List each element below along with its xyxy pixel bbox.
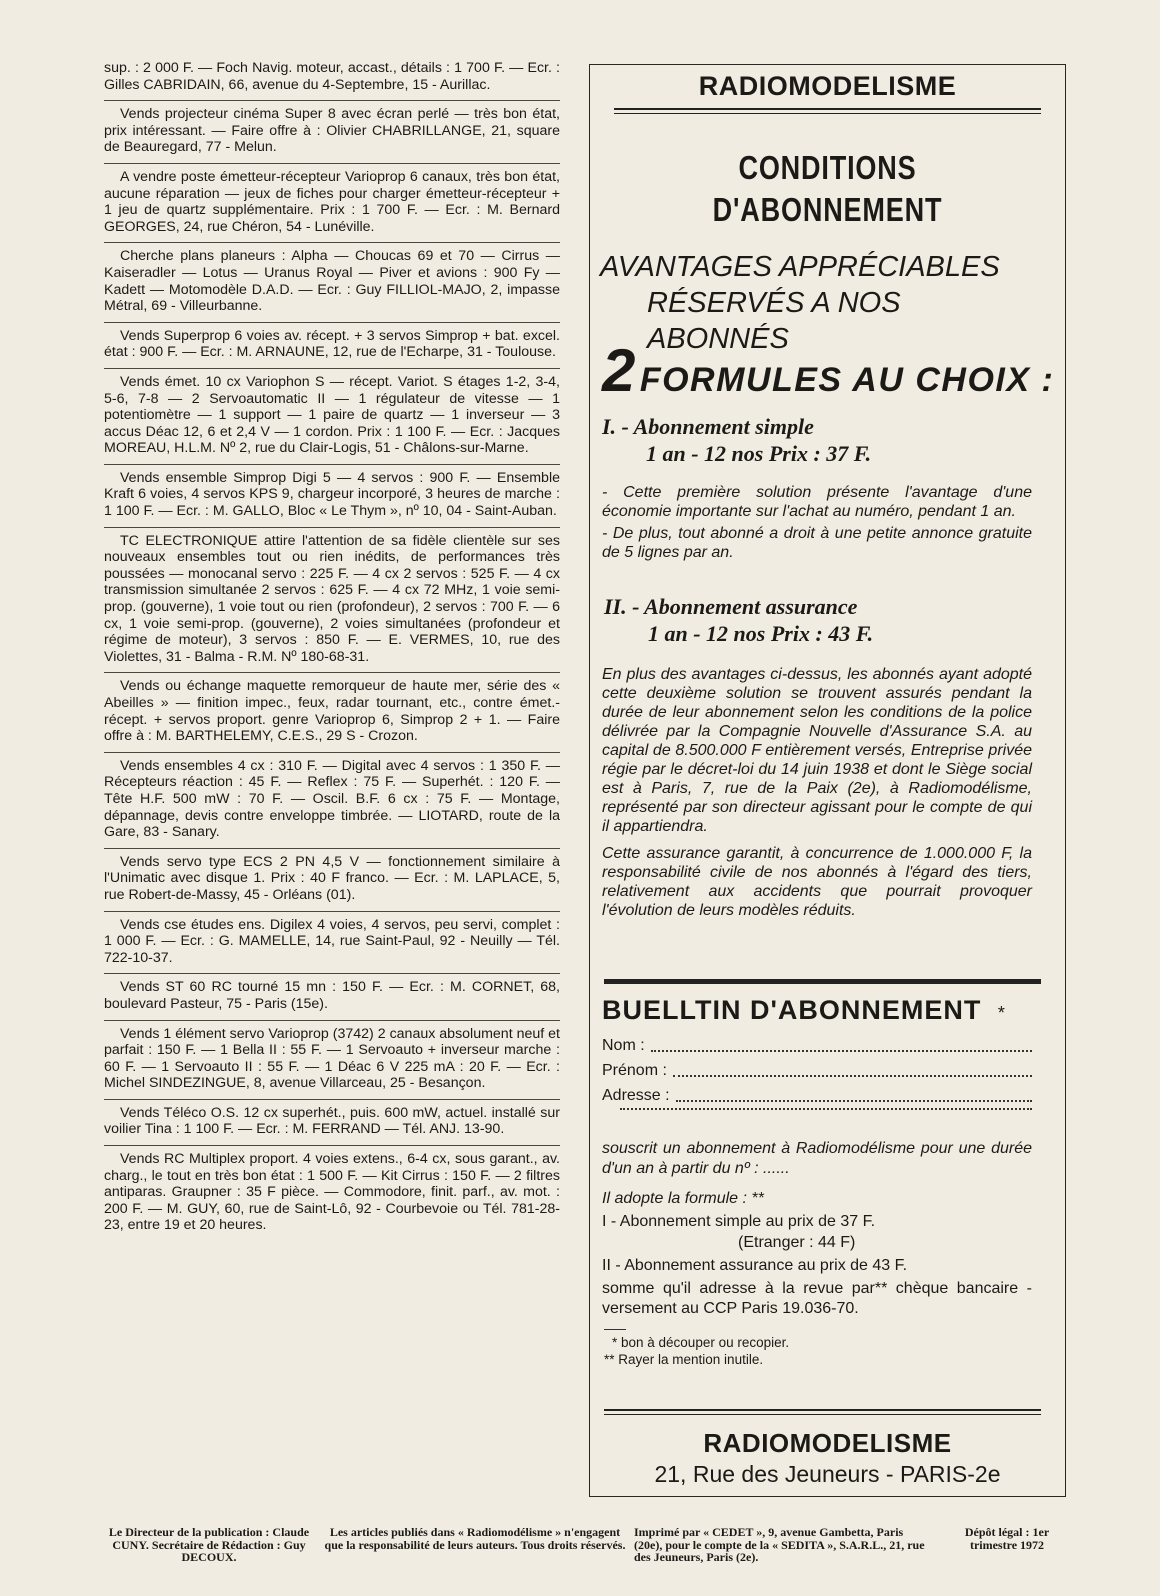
classified-ad: Vends cse études ens. Digilex 4 voies, 4 servos, peu servi, complet : 1 000 F. — Ecr. : G. MAMELLE, 14, rue Saint-Paul, 92 - Neuilly — Tél. 722-10-37. <box>104 912 560 975</box>
classified-ad: Vends 1 élément servo Varioprop (3742) 2 canaux absolument neuf et parfait : 150 F. — 1 Bella II : 55 F. — 1 Servoauto + inverseur marche : 60 F. — 1 Servoauto II : 55 F. — 1 Déac 6 V 225 mA : 20 F. — Ecr. : Michel SINDEZINGUE, 8, avenue Villarceau, 25 - Besançon. <box>104 1021 560 1100</box>
bulletin-rule <box>604 979 1041 984</box>
subtitle-line-2: RÉSERVÉS A NOS ABONNÉS <box>647 287 901 355</box>
option-2-text-2: Cette assurance garantit, à concurrence de 1.000.000 F, la responsabilité civile de nos abonnés à l'égard des tiers, relativement aux accidents que pourrait provoquer l'évolution de leurs modèles réduits. <box>602 845 1032 919</box>
abonnement-title: D'ABONNEMENT <box>712 191 943 228</box>
classified-ad: Vends Téléco O.S. 12 cx superhét., puis. 600 mW, actuel. installé sur voilier Tina : 1 100 F. — Ecr. : M. FERRAND — Tél. ANJ. 13-90. <box>104 1100 560 1146</box>
formula-choice: Il adopte la formule : ** <box>602 1190 764 1207</box>
option-1-title: I. - Abonnement simple <box>602 414 814 439</box>
footer-legal: Dépôt légal : 1er trimestre 1972 <box>964 1525 1050 1552</box>
option-2-title: II. - Abonnement assurance <box>604 594 858 619</box>
footer-articles: Les articles publiés dans « Radiomodélisme » n'engagent que la responsabilité de leurs auteurs. Tous droits réservés. <box>324 1525 626 1552</box>
footer-printer: Imprimé par « CEDET », 9, avenue Gambetta, Paris (20e), pour le compte de la « SEDITA », S.A.R.L., 21, rue des Jeuneurs, Paris (2e). <box>634 1525 925 1564</box>
formula-1: I - Abonnement simple au prix de 37 F. <box>602 1213 876 1230</box>
option-1-text-1: - Cette première solution présente l'avantage d'une économie importante sur l'achat au numéro, pendant 1 an. <box>602 484 1032 520</box>
classified-ads-column <box>104 58 560 1241</box>
footnote-2: ** Rayer la mention inutile. <box>604 1352 764 1367</box>
bulletin-title: BUELLTIN D'ABONNEMENT <box>602 995 982 1025</box>
classified-ad: Vends ou échange maquette remorqueur de haute mer, série des « Abeilles » — finition impec., feux, radar tournant, etc., contre émet.-récept. + servos proport. genre Varioprop 6, Simprop 2 + 1. — Faire offre à : M. BARTHELEMY, C.E.S., 29 S - Crozon. <box>104 673 560 752</box>
bulletin-star: * <box>997 1003 1005 1023</box>
classified-ad: Vends ensemble Simprop Digi 5 — 4 servos : 900 F. — Ensemble Kraft 6 voies, 4 servos KPS 9, chargeur incorporé, 3 heures de marche : 1 100 F. — Ecr. : M. GALLO, Bloc « Le Thym », nº 10, 04 - Saint-Auban. <box>104 465 560 528</box>
classified-ad: Vends RC Multiplex proport. 4 voies extens., 6-4 cx, sous garant., av. charg., le tout en très bon état : 1 500 F. — Kit Cirrus : 150 F. — 2 filtres antiparas. Graupner : 35 F pièce. — Commodore, finit. parf., av. mot. : 200 F. — M. GUY, 60, rue de Saint-Lô, 92 - Courbevoie ou Tél. 781-28-23, entre 19 et 20 heures. <box>104 1151 560 1234</box>
footnote-1: * bon à découper ou recopier. <box>612 1335 790 1350</box>
classified-ad: Vends servo type ECS 2 PN 4,5 V — fonctionnement similaire à l'Unimatic avec disque 1. Prix : 40 F franco. — Ecr. : M. LAPLACE, 5, rue Robert-de-Massy, 45 - Orléans (01). <box>104 849 560 912</box>
classified-ad: Vends projecteur cinéma Super 8 avec écran perlé — très bon état, prix intéressant. — Faire offre à : Olivier CHABRILLANGE, 21, square de Beauregard, 77 - Melun. <box>104 101 560 164</box>
option-2-price: 1 an - 12 nos Prix : 43 F. <box>648 621 874 646</box>
formules-heading: 2 FORMULES AU CHOIX : <box>602 337 1055 404</box>
subscription-statement: souscrit un abonnement à Radiomodélisme pour une durée d'un an à partir du nº : ...... <box>602 1140 1032 1177</box>
classified-ad: Vends Superprop 6 voies av. récept. + 3 servos Simprop + bat. excel. état : 900 F. — Ecr. : M. ARNAUNE, 12, rue de l'Echarpe, 31 - Toulouse. <box>104 323 560 369</box>
classified-ad: Vends ensembles 4 cx : 310 F. — Digital avec 4 servos : 1 350 F. — Récepteurs réaction : 45 F. — Reflex : 75 F. — Superhét. : 120 F. — Tête H.F. 500 mW : 70 F. — Oscil. B.F. 6 cx : 75 F. — Montage, dépannage, devis contre enveloppe timbrée. — LIOTARD, route de la Gare, 83 - Sanary. <box>104 753 560 849</box>
payment-text: somme qu'il adresse à la revue par** chèque bancaire - versement au CCP Paris 19.036-70. <box>602 1280 1032 1317</box>
address-field-2[interactable] <box>602 1108 1032 1116</box>
classified-ad: Cherche plans planeurs : Alpha — Choucas 69 et 70 — Cirrus — Kaiseradler — Lotus — Uranus Royal — Piver et avions : 900 Fy — Kadett — Motomodèle D.A.D. — Ecr. : Guy FILLIOL-MAJO, 2, impasse Métral, 69 - Villeurbanne. <box>104 243 560 322</box>
option-1-price: 1 an - 12 nos Prix : 37 F. <box>646 441 872 466</box>
classified-ad: Vends émet. 10 cx Variophon S — récept. Variot. S étages 1-2, 3-4, 5-6, 7-8 — 2 Servoautomatic II — 1 régulateur de vitesse — 1 potentiomètre — 1 support — 1 paire de quartz — 1 inverseur — 3 accus Déac 12, 6 et 2,4 V — 1 cordon. Prix : 1 100 F. — Ecr. : Jacques MOREAU, H.L.M. Nº 2, rue du Clair-Logis, 51 - Châlons-sur-Marne. <box>104 369 560 465</box>
box-header: RADIOMODELISME <box>698 71 957 101</box>
header-rule <box>614 108 1041 114</box>
formula-1-foreign: (Etranger : 44 F) <box>738 1234 856 1251</box>
footer-director: Le Directeur de la publication : Claude CUNY. Secrétaire de Rédaction : Guy DECOUX. <box>108 1525 310 1564</box>
publisher-address: 21, Rue des Jeuneurs - PARIS-2e <box>654 1461 1001 1487</box>
classified-ad: sup. : 2 000 F. — Foch Navig. moteur, accast., détails : 1 700 F. — Ecr. : Gilles CABRIDAIN, 66, avenue du 4-Septembre, 15 - Aurillac. <box>104 58 560 101</box>
subscription-box <box>589 64 1066 1497</box>
option-2-text-1: En plus des avantages ci-dessus, les abonnés ayant adopté cette deuxième solution se trouvent assurés pendant la durée de leur abonnement selon les conditions de la police délivrée par la Compagnie Nouvelle d'Assurance S.A. au capital de 8.500.000 F entièrement versés, Entreprise privée régie par le décret-loi du 14 juin 1938 et dont le Siège social est à Paris, 7, rue de la Paix (2e), à Radiomodélisme, représenté par son directeur agissant pour le compte de qui il appartiendra. <box>602 666 1032 835</box>
classified-ad: Vends ST 60 RC tourné 15 mn : 150 F. — Ecr. : M. CORNET, 68, boulevard Pasteur, 75 - Paris (15e). <box>104 974 560 1020</box>
address-rule <box>604 1409 1041 1415</box>
option-1-text-2: - De plus, tout abonné a droit à une petite annonce gratuite de 5 lignes par an. <box>602 525 1032 561</box>
firstname-field[interactable]: Prénom : <box>602 1058 1032 1083</box>
publisher-name: RADIOMODELISME <box>703 1428 952 1458</box>
conditions-title: CONDITIONS <box>738 149 917 186</box>
subtitle-line-1: AVANTAGES APPRÉCIABLES <box>600 251 1000 283</box>
classified-ad: A vendre poste émetteur-récepteur Varioprop 6 canaux, très bon état, aucune réparation — jeux de fiches pour charger émetteur-récepteur + 1 jeu de quartz supplémentaire. Prix : 1 700 F. — Ecr. : M. Bernard GEORGES, 24, rue Chéron, 54 - Lunéville. <box>104 164 560 243</box>
address-field[interactable]: Adresse : <box>602 1083 1032 1108</box>
name-field[interactable]: Nom : <box>602 1033 1032 1058</box>
classified-ad: TC ELECTRONIQUE attire l'attention de sa fidèle clientèle sur ses nouveaux ensembles tout ou rien inédits, de performances très poussées — monocanal servo : 225 F. — 4 cx 2 servos : 525 F. — 4 cx transmission simultanée 2 servos : 625 F. — 4 cx 72 MHz, 1 voie semi-prop. (gouverne), 1 voie tout ou rien (profondeur), 2 servos : 700 F. — 6 cx, 1 voie semi-prop. (gouverne), 2 voies simultanées (profondeur et régime de moteur), 3 servos : 850 F. — E. VERMES, 10, rue des Violettes, 31 - Balma - R.M. Nº 180-68-31. <box>104 528 560 674</box>
formula-2: II - Abonnement assurance au prix de 43 F. <box>602 1257 908 1274</box>
